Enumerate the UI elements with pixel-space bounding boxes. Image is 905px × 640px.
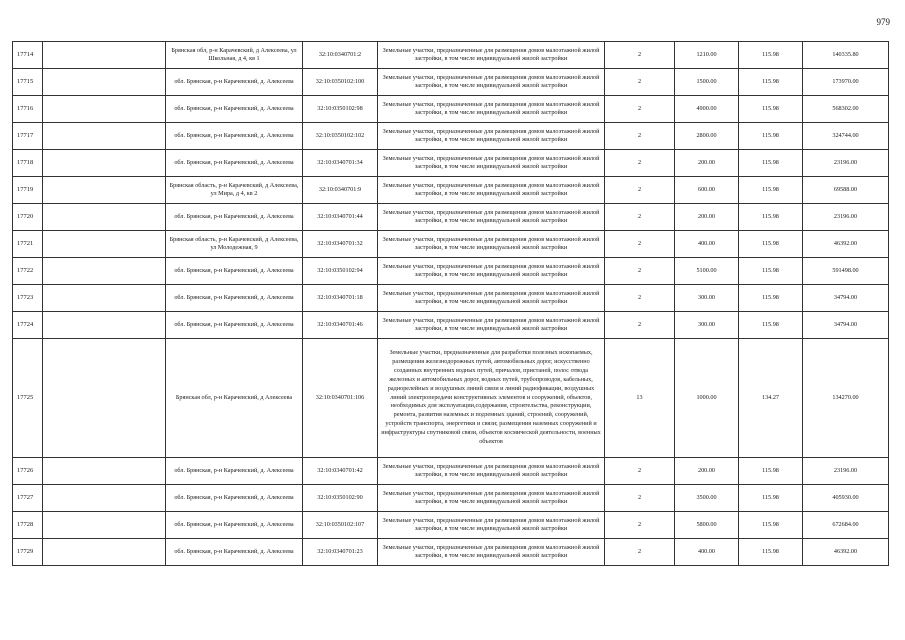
group-code-cell: 2	[605, 96, 675, 123]
row-number: 17714	[13, 42, 43, 69]
cadastral-number-cell: 32:10:0340701:23	[303, 539, 378, 566]
table-row	[13, 123, 889, 150]
table-row	[13, 231, 889, 258]
address-cell: обл. Брянская, р-н Карачевский, д. Алексеева	[166, 539, 303, 566]
address-cell: Брянская обл, р-н Карачевский, д Алексеева, ул Школьная, д 4, кв 1	[166, 42, 303, 69]
land-use-cell: Земельные участки, предназначенные для размещения домов малоэтажной жилой застройки, в том числе индивидуальной жилой застройки	[378, 539, 605, 566]
cadastral-number-cell: 32:10:0340701:9	[303, 177, 378, 204]
area-cell: 1210.00	[675, 42, 739, 69]
area-cell: 200.00	[675, 204, 739, 231]
area-cell: 400.00	[675, 231, 739, 258]
land-use-cell: Земельные участки, предназначенные для разработки полезных ископаемых, размещения железнодорожных путей, автомобильных дорог, искусственно созданных внутренних водных путей, причалов, пристаней, полос отвода железных и автомобильных дорог, водных путей, трубопроводов, кабельных, радиорелейных и воздушных линий связи и линий радиофикации, воздушных линий электропередачи конструктивных элементов и сооружений, объектов, необходимых для эксплуатации,содержания, строительства, реконструкции, ремонта, развития наземных и подземных зданий, строений, сооружений, устройств транспорта, энергетики и связи; размещения наземных сооружений и инфраструктуры спутниковой связи, объектов космической деятельности, военных объектов	[378, 339, 605, 458]
address-cell: обл. Брянская, р-н Карачевский, д. Алексеева	[166, 96, 303, 123]
specific-value-cell: 115.98	[739, 285, 803, 312]
cadastral-number-cell: 32:10:0340701:18	[303, 285, 378, 312]
group-code-cell: 2	[605, 42, 675, 69]
row-number: 17723	[13, 285, 43, 312]
land-use-cell: Земельные участки, предназначенные для размещения домов малоэтажной жилой застройки, в том числе индивидуальной жилой застройки	[378, 150, 605, 177]
area-cell: 4900.00	[675, 96, 739, 123]
area-cell: 300.00	[675, 312, 739, 339]
specific-value-cell: 115.98	[739, 204, 803, 231]
cadastral-value-cell: 140335.80	[803, 42, 889, 69]
specific-value-cell: 115.98	[739, 458, 803, 485]
cadastral-value-cell: 591498.00	[803, 258, 889, 285]
area-cell: 1000.00	[675, 339, 739, 458]
address-cell: обл. Брянская, р-н Карачевский, д. Алексеева	[166, 69, 303, 96]
row-number: 17722	[13, 258, 43, 285]
address-cell: обл. Брянская, р-н Карачевский, д. Алексеева	[166, 123, 303, 150]
row-number: 17718	[13, 150, 43, 177]
empty-cell	[43, 312, 166, 339]
group-code-cell: 2	[605, 123, 675, 150]
group-code-cell: 2	[605, 177, 675, 204]
group-code-cell: 2	[605, 285, 675, 312]
cadastral-value-cell: 568302.00	[803, 96, 889, 123]
table-row	[13, 69, 889, 96]
cadastral-number-cell: 32:10:0340701:34	[303, 150, 378, 177]
address-cell: обл. Брянская, р-н Карачевский, д. Алексеева	[166, 150, 303, 177]
cadastral-number-cell: 32:10:0350102:98	[303, 96, 378, 123]
table-row	[13, 258, 889, 285]
area-cell: 200.00	[675, 150, 739, 177]
cadastral-value-cell: 46392.00	[803, 231, 889, 258]
row-number: 17725	[13, 339, 43, 458]
cadastral-value-table	[12, 41, 889, 566]
address-cell: обл. Брянская, р-н Карачевский, д. Алексеева	[166, 285, 303, 312]
cadastral-value-cell: 672684.00	[803, 512, 889, 539]
specific-value-cell: 134.27	[739, 339, 803, 458]
cadastral-number-cell: 32:10:0340701:106	[303, 339, 378, 458]
empty-cell	[43, 339, 166, 458]
land-use-cell: Земельные участки, предназначенные для размещения домов малоэтажной жилой застройки, в том числе индивидуальной жилой застройки	[378, 458, 605, 485]
group-code-cell: 2	[605, 150, 675, 177]
cadastral-value-cell: 23196.00	[803, 150, 889, 177]
cadastral-value-cell: 405930.00	[803, 485, 889, 512]
group-code-cell: 2	[605, 485, 675, 512]
land-use-cell: Земельные участки, предназначенные для размещения домов малоэтажной жилой застройки, в том числе индивидуальной жилой застройки	[378, 204, 605, 231]
row-number: 17724	[13, 312, 43, 339]
empty-cell	[43, 458, 166, 485]
empty-cell	[43, 258, 166, 285]
table-row	[13, 204, 889, 231]
empty-cell	[43, 231, 166, 258]
table-row	[13, 177, 889, 204]
address-cell: обл. Брянская, р-н Карачевский, д. Алексеева	[166, 458, 303, 485]
empty-cell	[43, 123, 166, 150]
cadastral-value-cell: 173970.00	[803, 69, 889, 96]
group-code-cell: 2	[605, 512, 675, 539]
cadastral-value-cell: 46392.00	[803, 539, 889, 566]
empty-cell	[43, 177, 166, 204]
cadastral-value-cell: 34794.00	[803, 312, 889, 339]
table-row	[13, 312, 889, 339]
cadastral-value-cell: 324744.00	[803, 123, 889, 150]
empty-cell	[43, 69, 166, 96]
empty-cell	[43, 539, 166, 566]
address-cell: Брянская обл, р-н Карачевский, д Алексеева	[166, 339, 303, 458]
area-cell: 1500.00	[675, 69, 739, 96]
table-row	[13, 485, 889, 512]
specific-value-cell: 115.98	[739, 539, 803, 566]
area-cell: 200.00	[675, 458, 739, 485]
land-use-cell: Земельные участки, предназначенные для размещения домов малоэтажной жилой застройки, в том числе индивидуальной жилой застройки	[378, 177, 605, 204]
empty-cell	[43, 96, 166, 123]
land-use-cell: Земельные участки, предназначенные для размещения домов малоэтажной жилой застройки, в том числе индивидуальной жилой застройки	[378, 285, 605, 312]
page-number: 979	[876, 17, 890, 27]
row-number: 17716	[13, 96, 43, 123]
group-code-cell: 2	[605, 69, 675, 96]
group-code-cell: 2	[605, 539, 675, 566]
specific-value-cell: 115.98	[739, 177, 803, 204]
specific-value-cell: 115.98	[739, 69, 803, 96]
address-cell: обл. Брянская, р-н Карачевский, д. Алексеева	[166, 512, 303, 539]
row-number: 17719	[13, 177, 43, 204]
empty-cell	[43, 42, 166, 69]
group-code-cell: 2	[605, 204, 675, 231]
group-code-cell: 2	[605, 312, 675, 339]
cadastral-number-cell: 32:10:0340701:46	[303, 312, 378, 339]
cadastral-number-cell: 32:10:0350102:90	[303, 485, 378, 512]
empty-cell	[43, 150, 166, 177]
table-row	[13, 150, 889, 177]
row-number: 17721	[13, 231, 43, 258]
area-cell: 300.00	[675, 285, 739, 312]
specific-value-cell: 115.98	[739, 96, 803, 123]
cadastral-number-cell: 32:10:0340701:2	[303, 42, 378, 69]
specific-value-cell: 115.98	[739, 512, 803, 539]
row-number: 17728	[13, 512, 43, 539]
address-cell: обл. Брянская, р-н Карачевский, д. Алексеева	[166, 485, 303, 512]
cadastral-number-cell: 32:10:0340701:32	[303, 231, 378, 258]
land-use-cell: Земельные участки, предназначенные для размещения домов малоэтажной жилой застройки, в том числе индивидуальной жилой застройки	[378, 69, 605, 96]
group-code-cell: 13	[605, 339, 675, 458]
specific-value-cell: 115.98	[739, 42, 803, 69]
table-row	[13, 512, 889, 539]
area-cell: 600.00	[675, 177, 739, 204]
area-cell: 5100.00	[675, 258, 739, 285]
cadastral-value-cell: 69588.00	[803, 177, 889, 204]
group-code-cell: 2	[605, 231, 675, 258]
area-cell: 400.00	[675, 539, 739, 566]
specific-value-cell: 115.98	[739, 258, 803, 285]
cadastral-value-cell: 134270.00	[803, 339, 889, 458]
group-code-cell: 2	[605, 458, 675, 485]
cadastral-value-cell: 34794.00	[803, 285, 889, 312]
cadastral-value-cell: 23196.00	[803, 458, 889, 485]
empty-cell	[43, 204, 166, 231]
land-use-cell: Земельные участки, предназначенные для размещения домов малоэтажной жилой застройки, в том числе индивидуальной жилой застройки	[378, 96, 605, 123]
empty-cell	[43, 512, 166, 539]
specific-value-cell: 115.98	[739, 312, 803, 339]
empty-cell	[43, 485, 166, 512]
land-use-cell: Земельные участки, предназначенные для размещения домов малоэтажной жилой застройки, в том числе индивидуальной жилой застройки	[378, 485, 605, 512]
land-use-cell: Земельные участки, предназначенные для размещения домов малоэтажной жилой застройки, в том числе индивидуальной жилой застройки	[378, 258, 605, 285]
area-cell: 2800.00	[675, 123, 739, 150]
empty-cell	[43, 285, 166, 312]
address-cell: обл. Брянская, р-н Карачевский, д. Алексеева	[166, 312, 303, 339]
table-row	[13, 285, 889, 312]
cadastral-number-cell: 32:10:0340701:44	[303, 204, 378, 231]
address-cell: Брянская область, р-н Карачевский, д Алексеева, ул Мира, д 4, кв 2	[166, 177, 303, 204]
specific-value-cell: 115.98	[739, 123, 803, 150]
cadastral-number-cell: 32:10:0340701:42	[303, 458, 378, 485]
cadastral-number-cell: 32:10:0350102:102	[303, 123, 378, 150]
row-number: 17717	[13, 123, 43, 150]
cadastral-number-cell: 32:10:0350102:107	[303, 512, 378, 539]
land-use-cell: Земельные участки, предназначенные для размещения домов малоэтажной жилой застройки, в том числе индивидуальной жилой застройки	[378, 42, 605, 69]
specific-value-cell: 115.98	[739, 485, 803, 512]
cadastral-number-cell: 32:10:0350102:94	[303, 258, 378, 285]
address-cell: обл. Брянская, р-н Карачевский, д. Алексеева	[166, 204, 303, 231]
land-use-cell: Земельные участки, предназначенные для размещения домов малоэтажной жилой застройки, в том числе индивидуальной жилой застройки	[378, 512, 605, 539]
land-use-cell: Земельные участки, предназначенные для размещения домов малоэтажной жилой застройки, в том числе индивидуальной жилой застройки	[378, 123, 605, 150]
table-row	[13, 339, 889, 458]
address-cell: Брянская область, р-н Карачевский, д Алексеева, ул Молодежная, 9	[166, 231, 303, 258]
area-cell: 3500.00	[675, 485, 739, 512]
row-number: 17729	[13, 539, 43, 566]
cadastral-number-cell: 32:10:0350102:100	[303, 69, 378, 96]
row-number: 17715	[13, 69, 43, 96]
row-number: 17720	[13, 204, 43, 231]
specific-value-cell: 115.98	[739, 231, 803, 258]
cadastral-value-cell: 23196.00	[803, 204, 889, 231]
table-row	[13, 96, 889, 123]
row-number: 17726	[13, 458, 43, 485]
table-row	[13, 539, 889, 566]
land-use-cell: Земельные участки, предназначенные для размещения домов малоэтажной жилой застройки, в том числе индивидуальной жилой застройки	[378, 231, 605, 258]
table-row	[13, 458, 889, 485]
table-row	[13, 42, 889, 69]
group-code-cell: 2	[605, 258, 675, 285]
land-use-cell: Земельные участки, предназначенные для размещения домов малоэтажной жилой застройки, в том числе индивидуальной жилой застройки	[378, 312, 605, 339]
specific-value-cell: 115.98	[739, 150, 803, 177]
area-cell: 5800.00	[675, 512, 739, 539]
row-number: 17727	[13, 485, 43, 512]
address-cell: обл. Брянская, р-н Карачевский, д. Алексеева	[166, 258, 303, 285]
